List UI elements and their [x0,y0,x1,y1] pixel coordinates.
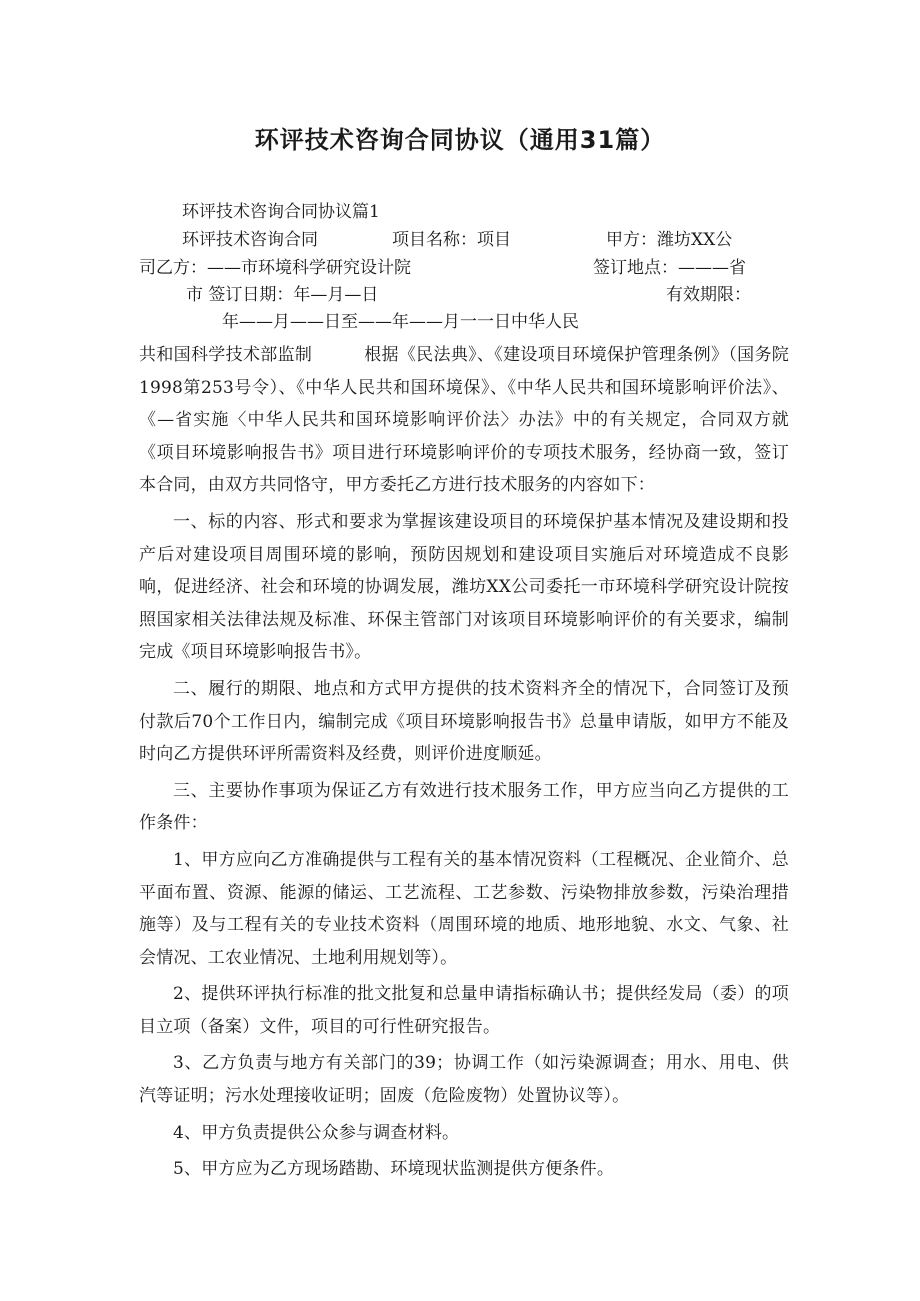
item-2-paragraph: 2、提供环评执行标准的批文批复和总量申请指标确认书；提供经发局（委）的项目立项（备案）文件，项目的可行性研究报告。 [139,984,789,1037]
item-3-paragraph: 3、乙方负责与地方有关部门的39；协调工作（如污染源调查；用水、用电、供汽等证明；污水处理接收证明；固废（危险废物）处置协议等）。 [139,1053,789,1107]
contract-name: 环评技术咨询合同 [182,230,318,250]
item-5-paragraph: 5、甲方应为乙方现场踏勘、环境现状监测提供方便条件。 [173,1159,615,1180]
document-title: 环评技术咨询合同协议（通用31篇） [254,126,666,154]
project-name: 项目名称：项目 [392,230,511,250]
intro-paragraph: 共和国科学技术部监制 根据《民法典》、《建设项目环境保护管理条例》（国务院1998第253号令）、《中华人民共和国环境保》、《中华人民共和国环境影响评价法》、《—省实施〈中华人民共和国环境影响评价法〉办法》中的有关规定，合同双方就《项目环境影响报告书》项目进行环境影响评价的专项技术服务，经协商一致，签订本合同，由双方共同恪守，甲方委托乙方进行技术服务的内容如下： [139,345,789,496]
item-1-paragraph: 1、甲方应向乙方准确提供与工程有关的基本情况资料（工程概况、企业简介、总平面布置、资源、能源的储运、工艺流程、工艺参数、污染物排放参数，污染治理措施等）及与工程有关的专业技术资料（周围环境的地质、地形地貌、水文、气象、社会情况、工农业情况、土地利用规划等）。 [139,849,789,968]
clause-3-paragraph: 三、主要协作事项为保证乙方有效进行技术服务工作，甲方应当向乙方提供的工作条件： [139,780,789,834]
clause-1-paragraph: 一、标的内容、形式和要求为掌握该建设项目的环境保护基本情况及建设期和投产后对建设项目周围环境的影响，预防因规划和建设项目实施后对环境造成不良影响，促进经济、社会和环境的协调发展，潍坊XX公司委托一市环境科学研究设计院按照国家相关法律法规及标准、环保主管部门对该项目环境影响评价的有关要求，编制完成《项目环境影响报告书》。 [139,511,789,663]
contract-body [139,339,789,1186]
section-title: 环评技术咨询合同协议篇1 [182,202,380,222]
clause-2-paragraph: 二、履行的期限、地点和方式甲方提供的技术资料齐全的情况下，合同签订及预付款后70个工作日内，编制完成《项目环境影响报告书》总量申请版，如甲方不能及时向乙方提供环评所需资料及经费，则评价进度顺延。 [139,678,789,765]
validity-label: 有效期限： [666,285,751,305]
sign-place: 签订地点：———省 [593,258,746,278]
validity-range: 年——月——日至——年——月一一日中华人民 [222,312,579,332]
sign-date: 市 签订日期：年—月—日 [186,285,379,305]
item-4-paragraph: 4、甲方负责提供公众参与调查材料。 [173,1122,460,1143]
party-a: 甲方：潍坊XX公 [606,230,733,250]
party-b: 司乙方：——市环境科学研究设计院 [139,258,411,278]
